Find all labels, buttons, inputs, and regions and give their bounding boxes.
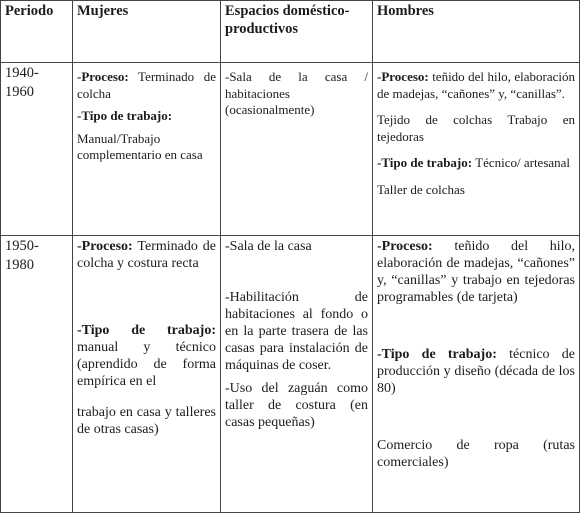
espacios-cell [221, 236, 373, 513]
tipo-text-continued: trabajo en casa y talleres de otras casas) [77, 405, 216, 437]
mujeres-proceso [77, 69, 216, 102]
mujeres-cell [73, 236, 221, 513]
header-periodo: Periodo [1, 1, 73, 63]
hombres-proceso [377, 238, 575, 306]
table-row [1, 236, 580, 513]
header-row [1, 1, 580, 63]
espacios-text-2: -Habilitación de habitaciones al fondo o en la parte trasera de las casas para instalación de máquinas de coser. [225, 290, 368, 373]
taller-text: Taller de colchas [377, 181, 465, 197]
espacios-text: -Sala de la casa / habitaciones (ocasionalmente) [225, 69, 368, 117]
hombres-cell [373, 63, 580, 236]
mujeres-proceso [77, 238, 216, 272]
table-row [1, 63, 580, 236]
period-cell [1, 63, 73, 236]
period-cell [1, 236, 73, 513]
mujeres-tipo [77, 322, 216, 390]
tipo-label: -Tipo de trabajo: [77, 323, 216, 338]
header-espacios: Espacios doméstico-productivos [221, 1, 373, 63]
tipo-text: Manual/Trabajo complementario en casa [77, 130, 203, 162]
proceso-label: -Proceso: [77, 69, 129, 84]
proceso-text: teñido del hilo, elaboración de madejas, “cañones” y, “canillas” y trabajo en tejedoras programables (de tarjeta) [377, 239, 575, 305]
header-hombres: Hombres [373, 1, 580, 63]
proceso-label: -Proceso: [377, 239, 433, 254]
tipo-text: técnico de producción y diseño (década de los 80) [377, 347, 575, 396]
proceso-label: -Proceso: [77, 239, 133, 254]
period-label: 1940-1960 [5, 65, 39, 100]
mujeres-cell [73, 63, 221, 236]
tipo-label: -Tipo de trabajo: [77, 108, 173, 123]
proceso-text: Terminado de colcha y costura recta [77, 239, 216, 271]
tipo-text: manual y técnico (aprendido de forma empírica en el [77, 340, 216, 389]
tipo-label: -Tipo de trabajo: [377, 155, 473, 170]
hombres-tipo [377, 346, 575, 397]
hombres-tipo [377, 155, 575, 172]
hombres-cell [373, 236, 580, 513]
header-mujeres: Mujeres [73, 1, 221, 63]
espacios-text-3: -Uso del zaguán como taller de costura (en casas pequeñas) [225, 381, 368, 430]
tejido-text: Tejido de colchas Trabajo en tejedoras [377, 112, 575, 144]
hombres-proceso [377, 69, 575, 102]
espacios-text-1: -Sala de la casa [225, 239, 312, 254]
proceso-label: -Proceso: [377, 69, 429, 84]
period-label: 1950-1980 [5, 238, 39, 273]
tipo-text: Técnico/ artesanal [475, 155, 571, 170]
proceso-text: Terminado de colcha [77, 69, 216, 101]
comercio-text: Comercio de ropa (rutas comerciales) [377, 438, 575, 470]
proceso-text: teñido del hilo, elaboración de madejas, “cañones” y, “canillas”. [377, 69, 576, 101]
tipo-label: -Tipo de trabajo: [377, 347, 497, 362]
espacios-cell [221, 63, 373, 236]
